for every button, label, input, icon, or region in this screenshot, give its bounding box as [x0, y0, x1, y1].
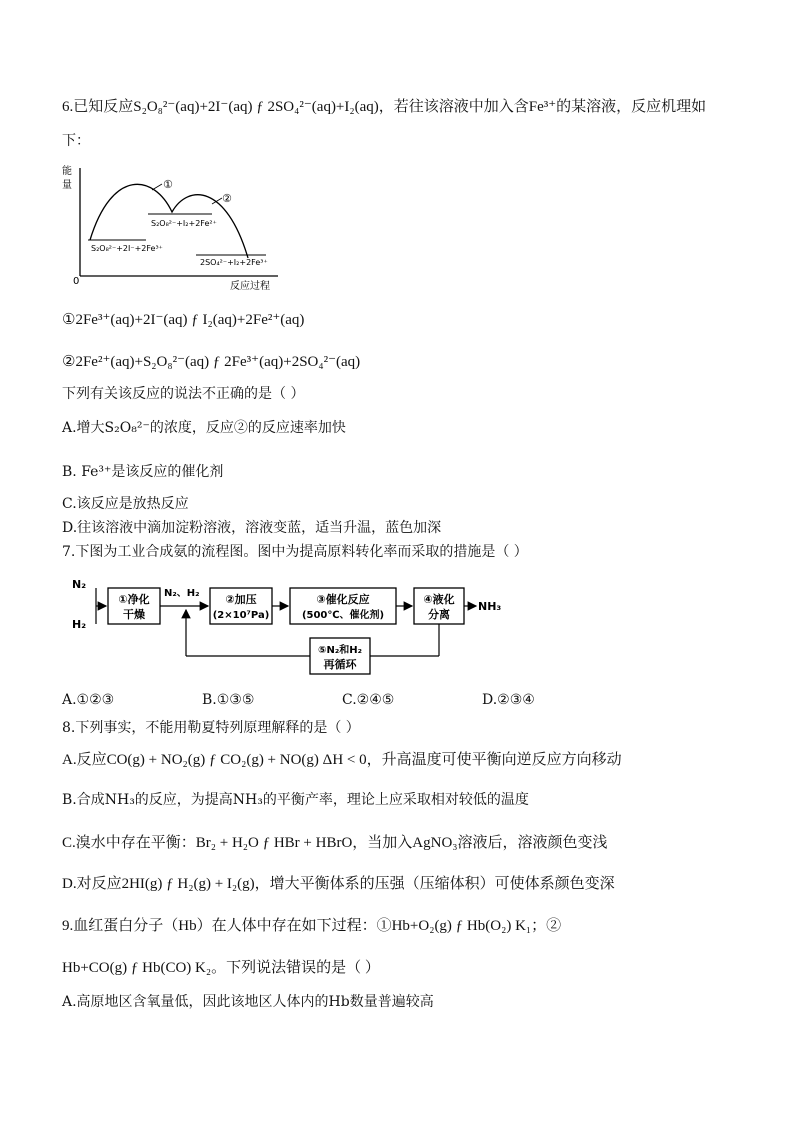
y-label-bottom: 量	[62, 180, 72, 191]
output-nh3: NH₃	[478, 600, 502, 613]
q8-option-d: D.对反应2HI(g) ƒ H₂(g) + I₂(g)，增大平衡体系的压强（压缩体积）可使体系颜色变深	[62, 876, 615, 892]
q9-stem-line1: 9.血红蛋白分子（Hb）在人体中存在如下过程：①Hb+O₂(g) ƒ Hb(O₂) K₁；②	[62, 918, 562, 934]
mid-label: N₂、H₂	[164, 588, 200, 599]
box-recycle-line1: ⑤N₂和H₂	[318, 645, 362, 656]
q7-option-b: B.①③⑤	[202, 692, 255, 708]
box-purify-line2: 干燥	[123, 608, 145, 621]
level-start-label: S₂O₈²⁻+2I⁻+2Fe³⁺	[91, 244, 163, 253]
q6-option-c: C.该反应是放热反应	[62, 496, 189, 512]
peak1-label: ①	[163, 178, 173, 191]
q8-option-c: C.溴水中存在平衡：Br₂ + H₂O ƒ HBr + HBrO，当加入AgNO₃溶液后，溶液颜色变浅	[62, 835, 608, 851]
input-n2: N₂	[72, 578, 87, 591]
box-purify-line1: ①净化	[118, 593, 150, 606]
q6-stem-line1: 6.已知反应S₂O₈²⁻(aq)+2I⁻(aq) ƒ 2SO₄²⁻(aq)+I₂(aq)，若往该溶液中加入含Fe³⁺的某溶液，反应机理如	[62, 99, 707, 115]
q6-step1: ①2Fe³⁺(aq)+2I⁻(aq) ƒ I₂(aq)+2Fe²⁺(aq)	[62, 312, 305, 328]
box-catalysis-line2: (500℃、催化剂)	[301, 610, 385, 621]
q8-stem: 8.下列事实，不能用勒夏特列原理解释的是（ ）	[62, 720, 360, 736]
q8-option-b: B.合成NH₃的反应，为提高NH₃的平衡产率，理论上应采取相对较低的温度	[62, 792, 529, 808]
level-mid-label: S₂O₈²⁻+I₂+2Fe²⁺	[151, 219, 217, 228]
box-liquefy-line1: ④液化	[423, 593, 455, 606]
q8-option-a: A.反应CO(g) + NO₂(g) ƒ CO₂(g) + NO(g) ΔH < 0，升高温度可使平衡向逆反应方向移动	[62, 752, 622, 768]
peak1-pointer	[152, 184, 162, 190]
q6-option-d: D.往该溶液中滴加淀粉溶液，溶液变蓝，适当升温，蓝色加深	[62, 520, 442, 536]
q6-step2: ②2Fe²⁺(aq)+S₂O₈²⁻(aq) ƒ 2Fe³⁺(aq)+2SO₄²⁻(aq)	[62, 354, 361, 370]
level-end-label: 2SO₄²⁻+I₂+2Fe³⁺	[200, 258, 268, 267]
input-h2: H₂	[72, 618, 87, 631]
x-label: 反应过程	[230, 281, 270, 292]
q6-option-a: A.增大S₂O₈²⁻的浓度，反应②的反应速率加快	[62, 420, 346, 436]
q6-stem-line2: 下：	[62, 133, 90, 149]
q7-option-d: D.②③④	[482, 692, 535, 708]
box-pressurize-line1: ②加压	[225, 593, 257, 606]
peak2-pointer	[212, 198, 222, 204]
q7-option-c: C.②④⑤	[342, 692, 395, 708]
q9-option-a: A.高原地区含氧量低，因此该地区人体内的Hb数量普遍较高	[62, 994, 434, 1010]
box-pressurize-line2: (2×10⁷Pa)	[212, 610, 270, 621]
box-recycle-line2: 再循环	[323, 658, 357, 671]
box-liquefy-line2: 分离	[428, 608, 450, 621]
q7-option-a: A.①②③	[62, 692, 115, 708]
q7-stem: 7.下图为工业合成氨的流程图。图中为提高原料转化率而采取的措施是（ ）	[62, 544, 528, 560]
q9-stem-line2: Hb+CO(g) ƒ Hb(CO) K₂。下列说法错误的是（ ）	[62, 960, 380, 976]
peak2-label: ②	[222, 192, 232, 205]
q6-option-b: B. Fe³⁺是该反应的催化剂	[62, 464, 224, 480]
energy-diagram	[60, 160, 290, 295]
ammonia-flow-diagram	[62, 574, 512, 671]
box-catalysis-line1: ③催化反应	[316, 593, 370, 606]
origin-label: 0	[73, 276, 80, 287]
y-label-top: 能	[62, 166, 72, 177]
q6-question: 下列有关该反应的说法不正确的是（ ）	[62, 386, 305, 402]
